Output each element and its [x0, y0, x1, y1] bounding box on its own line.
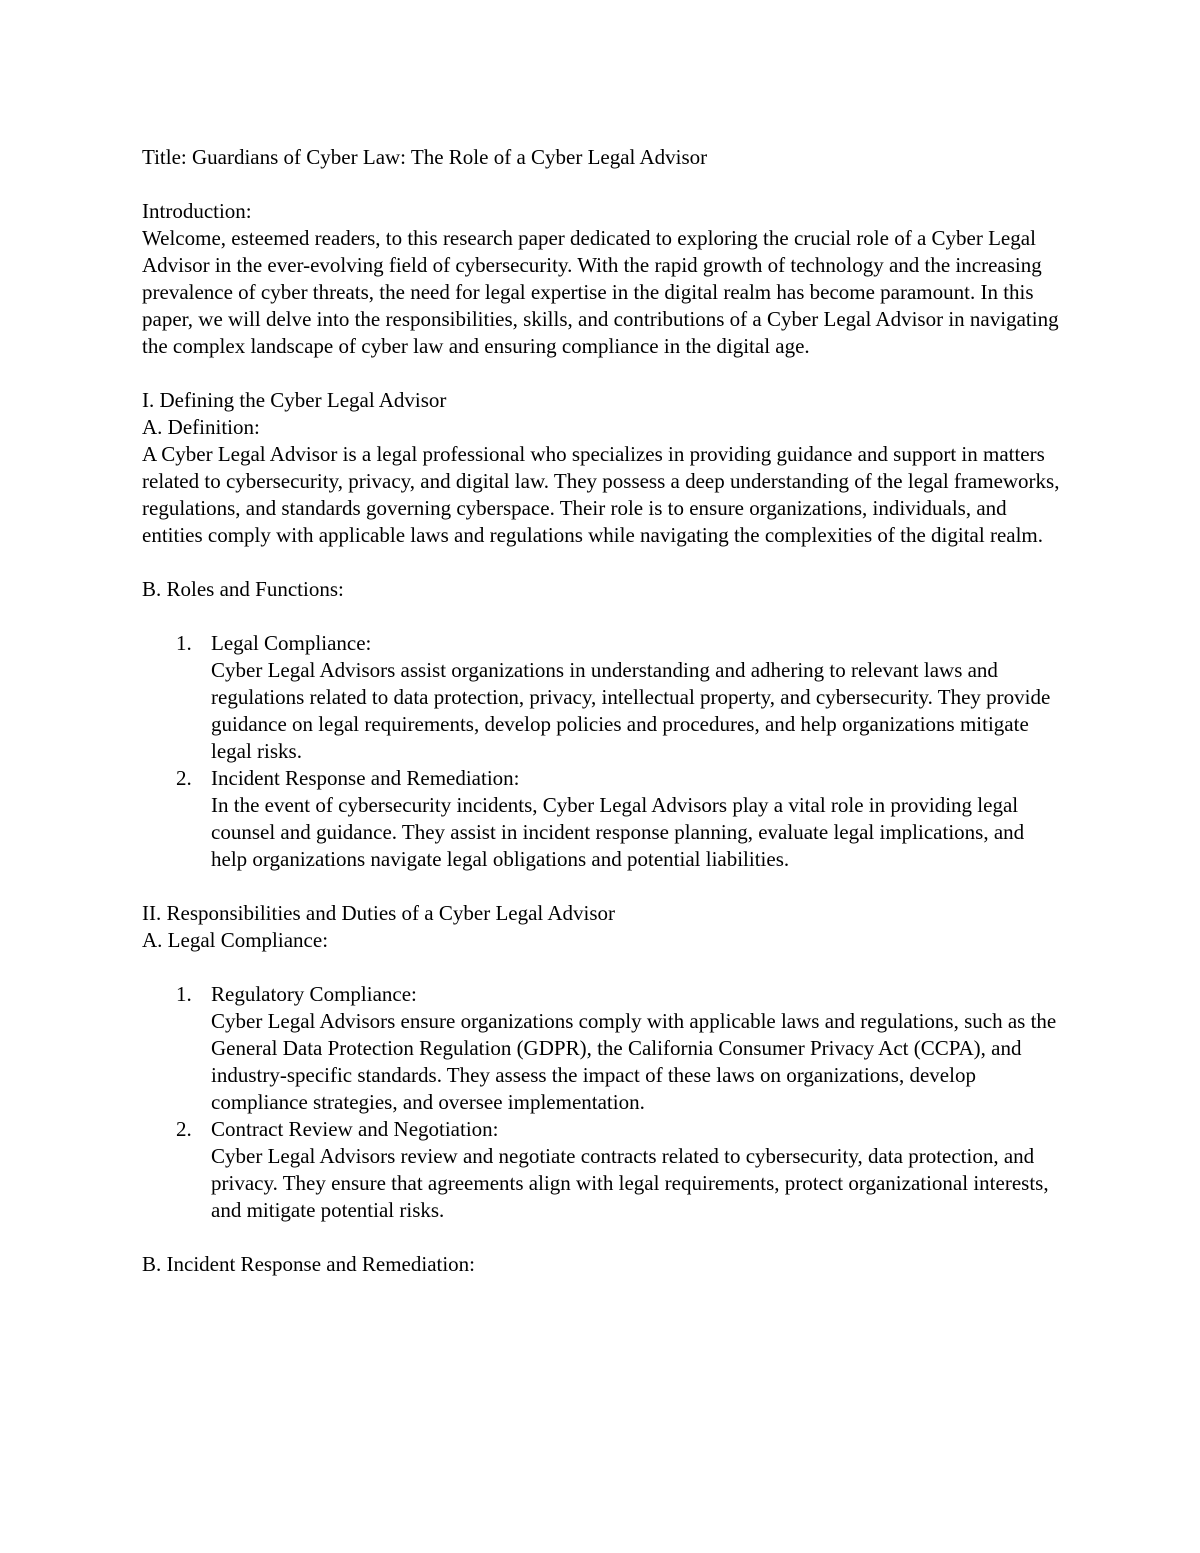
list-item-number: 1.	[176, 982, 192, 1006]
list-item-body: Cyber Legal Advisors review and negotiate contracts related to cybersecurity, data protection, and privacy. They ensure that agreements align with legal requirements, protect organizational interests, and mitigate potential risks.	[211, 1144, 1049, 1222]
introduction-heading: Introduction:	[142, 199, 252, 223]
section-1b-heading: B. Roles and Functions:	[142, 577, 344, 601]
list-item-body: Cyber Legal Advisors ensure organizations comply with applicable laws and regulations, such as the General Data Protection Regulation (GDPR), the California Consumer Privacy Act (CCPA), and industry-specific standards. They assess the impact of these laws on organizations, develop compliance strategies, and oversee implementation.	[211, 1009, 1057, 1114]
section-2b-heading: B. Incident Response and Remediation:	[142, 1252, 476, 1276]
list-item-number: 1.	[176, 631, 192, 655]
section-2a-list	[142, 981, 1062, 1224]
section-1a-paragraph: A Cyber Legal Advisor is a legal professional who specializes in providing guidance and support in matters related to cybersecurity, privacy, and digital law. They possess a deep understanding of the legal frameworks, regulations, and standards governing cyberspace. Their role is to ensure organizations, individuals, and entities comply with applicable laws and regulations while navigating the complexities of the digital realm.	[142, 442, 1060, 547]
section-2-heading: II. Responsibilities and Duties of a Cyber Legal Advisor	[142, 901, 616, 925]
list-item-body: Cyber Legal Advisors assist organizations in understanding and adhering to relevant laws and regulations related to data protection, privacy, intellectual property, and cybersecurity. They provide guidance on legal requirements, develop policies and procedures, and help organizations mitigate legal risks.	[211, 658, 1051, 763]
list-item-title: Contract Review and Negotiation:	[211, 1117, 499, 1141]
list-item-body: In the event of cybersecurity incidents, Cyber Legal Advisors play a vital role in providing legal counsel and guidance. They assist in incident response planning, evaluate legal implications, and help organizations navigate legal obligations and potential liabilities.	[211, 793, 1025, 871]
list-item-number: 2.	[176, 1117, 192, 1141]
list-item-title: Legal Compliance:	[211, 631, 372, 655]
section-1-heading: I. Defining the Cyber Legal Advisor	[142, 388, 447, 412]
section-2a-heading: A. Legal Compliance:	[142, 928, 329, 952]
section-1a-heading: A. Definition:	[142, 415, 260, 439]
list-item	[142, 630, 1062, 765]
document-body	[142, 144, 1062, 1278]
list-item	[142, 981, 1062, 1116]
section-1b-list	[142, 630, 1062, 873]
list-item	[142, 765, 1062, 873]
list-item	[142, 1116, 1062, 1224]
introduction-paragraph: Welcome, esteemed readers, to this research paper dedicated to exploring the crucial role of a Cyber Legal Advisor in the ever-evolving field of cybersecurity. With the rapid growth of technology and the increasing prevalence of cyber threats, the need for legal expertise in the digital realm has become paramount. In this paper, we will delve into the responsibilities, skills, and contributions of a Cyber Legal Advisor in navigating the complex landscape of cyber law and ensuring compliance in the digital age.	[142, 226, 1059, 358]
document-title: Title: Guardians of Cyber Law: The Role of a Cyber Legal Advisor	[142, 145, 708, 169]
list-item-title: Regulatory Compliance:	[211, 982, 417, 1006]
list-item-title: Incident Response and Remediation:	[211, 766, 520, 790]
list-item-number: 2.	[176, 766, 192, 790]
